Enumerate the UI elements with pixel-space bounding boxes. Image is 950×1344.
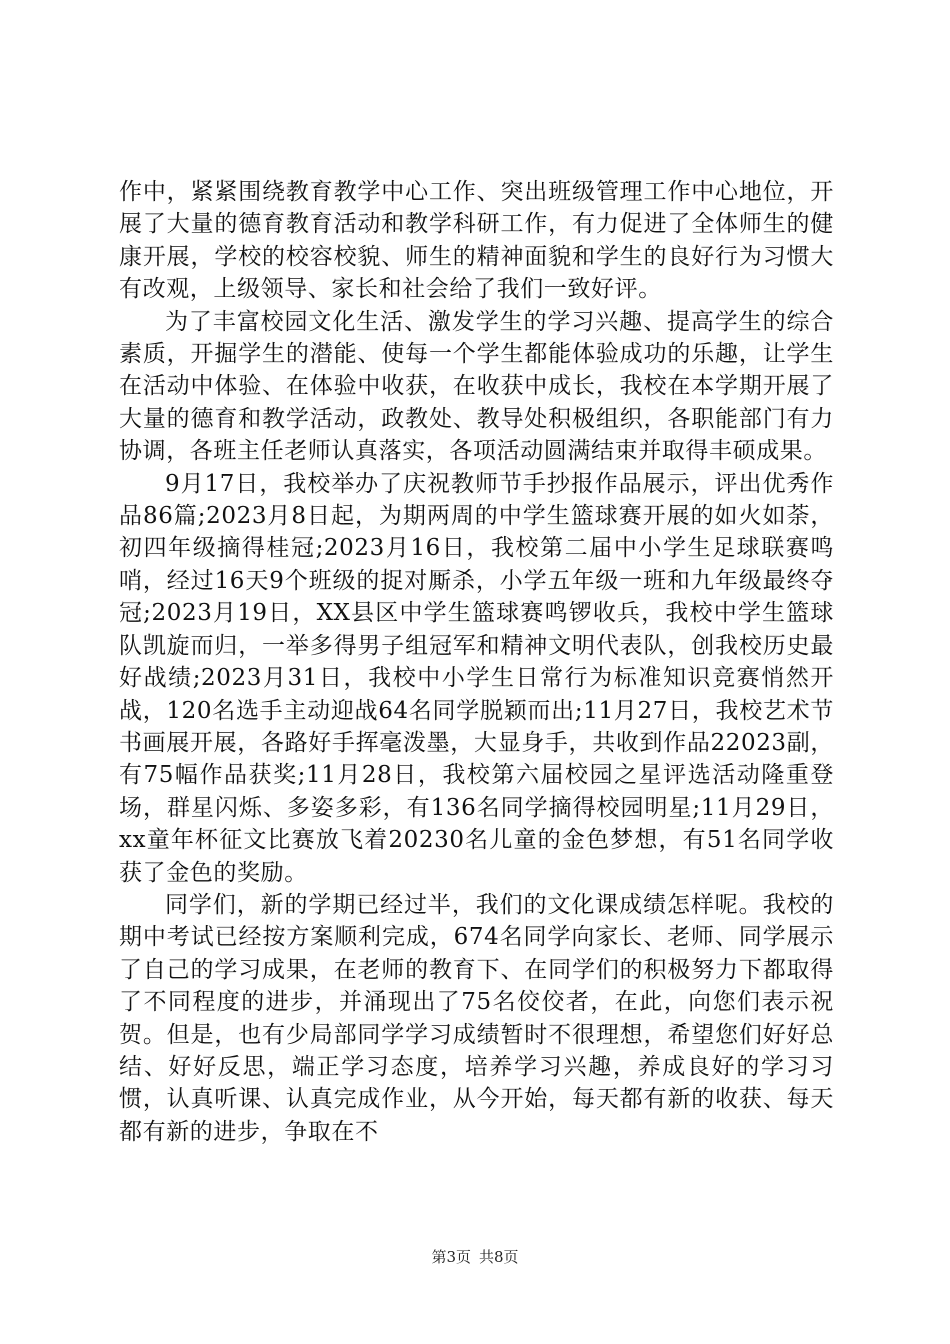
page-footer xyxy=(0,1247,950,1267)
page-number: 第3页 xyxy=(431,1248,471,1266)
paragraph-1: 作中，紧紧围绕教育教学中心工作、突出班级管理工作中心地位，开展了大量的德育教育活动和教学科研工作，有力促进了全体师生的健康开展，学校的校容校貌、师生的精神面貌和学生的良好行为习惯大有改观，上级领导、家长和社会给了我们一致好评。 xyxy=(119,179,834,303)
paragraph-2: 为了丰富校园文化生活、激发学生的学习兴趣、提高学生的综合素质，开掘学生的潜能、使每一个学生都能体验成功的乐趣，让学生在活动中体验、在体验中收获，在收获中成长，我校在本学期开展了大量的德育和教学活动，政教处、教导处积极组织，各职能部门有力协调，各班主任老师认真落实，各项活动圆满结束并取得丰硕成果。 xyxy=(119,308,834,465)
paragraph-4: 同学们，新的学期已经过半，我们的文化课成绩怎样呢。我校的期中考试已经按方案顺利完成，674名同学向家长、老师、同学展示了自己的学习成果，在老师的教育下、在同学们的积极努力下都取得了不同程度的进步，并涌现出了75名佼佼者，在此，向您们表示祝贺。但是，也有少局部同学学习成绩暂时不很理想，希望您们好好总结、好好反思，端正学习态度，培养学习兴趣，养成良好的学习习惯，认真听课、认真完成作业，从今开始，每天都有新的收获、每天都有新的进步，争取在不 xyxy=(119,891,834,1145)
paragraph-3: 9月17日，我校举办了庆祝教师节手抄报作品展示，评出优秀作品86篇;2023月8日起，为期两周的中学生篮球赛开展的如火如荼，初四年级摘得桂冠;2023月16日，我校第二届中小学生足球联赛鸣哨，经过16天9个班级的捉对厮杀，小学五年级一班和九年级最终夺冠;2023月19日，XX县区中学生篮球赛鸣锣收兵，我校中学生篮球队凯旋而归，一举多得男子组冠军和精神文明代表队，创我校历史最好战绩;2023月31日，我校中小学生日常行为标准知识竞赛悄然开战，120名选手主动迎战64名同学脱颖而出;11月27日，我校艺术节书画展开展，各路好手挥毫泼墨，大显身手，共收到作品22023副，有75幅作品获奖;11月28日，我校第六届校园之星评选活动隆重登场，群星闪烁、多姿多彩，有136名同学摘得校园明星;11月29日，xx童年杯征文比赛放飞着20230名儿童的金色梦想，有51名同学收获了金色的奖励。 xyxy=(119,470,834,886)
document-body xyxy=(119,176,834,1148)
page-total: 共8页 xyxy=(479,1248,519,1266)
